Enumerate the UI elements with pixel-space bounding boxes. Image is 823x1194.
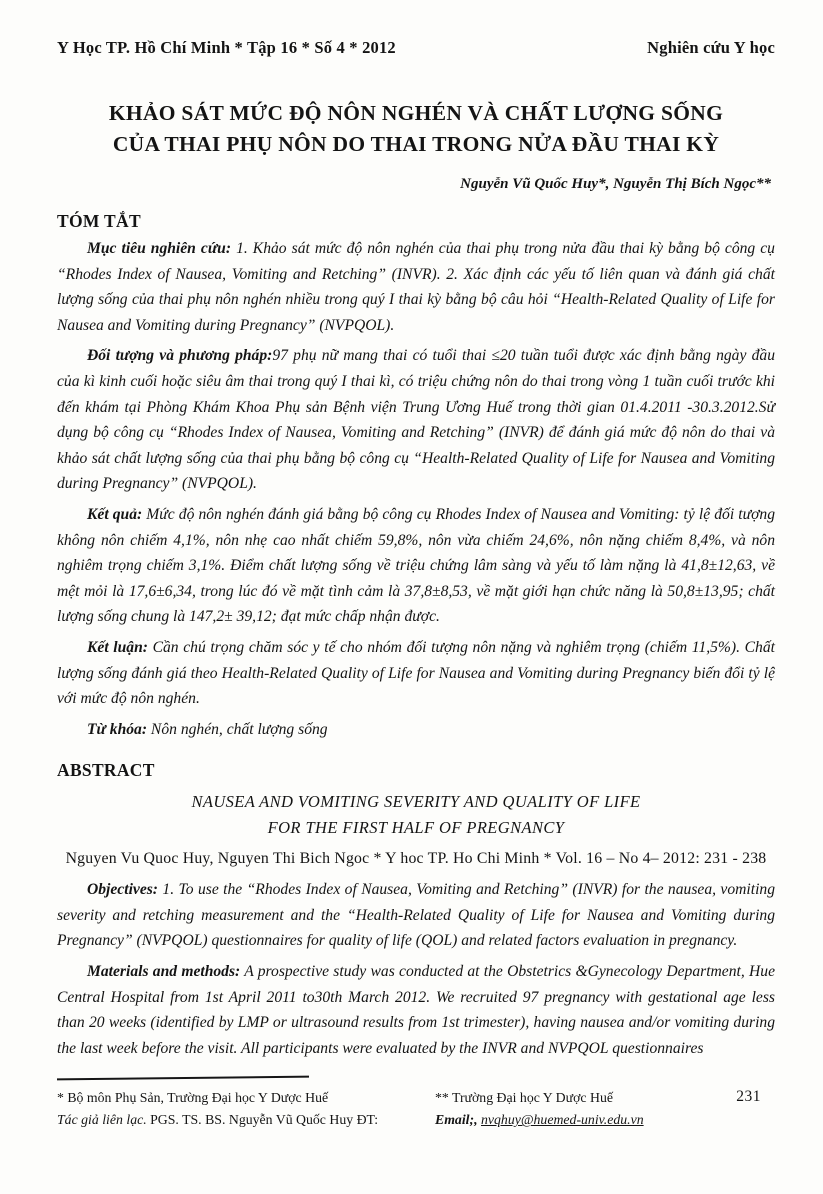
abstract-citation: Nguyen Vu Quoc Huy, Nguyen Thi Bich Ngoc * Y hoc TP. Ho Chi Minh * Vol. 16 – No 4– 2012: 231 - 238 bbox=[65, 850, 767, 868]
journal-citation-header: Y Học TP. Hồ Chí Minh * Tập 16 * Số 4 * 2012 bbox=[57, 38, 396, 57]
abstract-paragraph-objectives bbox=[57, 877, 775, 954]
authors-line: Nguyễn Vũ Quốc Huy*, Nguyễn Thị Bích Ngọc** bbox=[460, 176, 771, 192]
paragraph-lead: Kết quả: bbox=[87, 505, 143, 523]
paragraph-text: Mức độ nôn nghén đánh giá bằng bộ công cụ Rhodes Index of Nausea and Vomiting: tỷ lệ đối tượng không nôn chiếm 4,1%, nôn nhẹ cao nhất chiếm 59,8%, nôn vừa chiếm 24,6%, nôn nặng chiếm 8,4%, và nôn nghiêm trọng chiếm 3,1%. Điểm chất lượng sống về triệu chứng lâm sàng và yếu tố làm nặng là 41,8±12,63, về mệt mỏi là 17,6±6,34, trong lúc đó về mặt tình cảm là 37,8±8,53, về mặt giới hạn chức năng là 50,8±13,95; chất lượng sống chung là 147,2± 39,12; đạt mức chấp nhận được. bbox=[57, 505, 775, 626]
tomtat-paragraph-conclusion bbox=[57, 635, 775, 712]
tomtat-paragraph-methods bbox=[57, 343, 775, 497]
paragraph-lead: Mục tiêu nghiên cứu: bbox=[87, 240, 232, 257]
abstract-title-line2: FOR THE FIRST HALF OF PREGNANCY bbox=[267, 818, 565, 838]
footnote-block bbox=[57, 1077, 775, 1131]
tomtat-paragraph-results bbox=[57, 502, 775, 630]
email-label: Email;, bbox=[435, 1112, 478, 1128]
paragraph-lead: Kết luận: bbox=[87, 638, 148, 656]
paragraph-lead: Đối tượng và phương pháp: bbox=[87, 347, 273, 365]
paragraph-lead: Materials and methods: bbox=[87, 963, 241, 981]
page-number: 231 bbox=[736, 1088, 761, 1105]
footnote-rule bbox=[57, 1076, 309, 1081]
paragraph-text: Cần chú trọng chăm sóc y tế cho nhóm đối tượng nôn nặng và nghiêm trọng (chiếm 11,5%). Chất lượng sống đánh giá theo Health-Related Quality of Life for Nausea and Vomiting during Pregnancy biến đổi tỷ lệ với mức độ nôn nghén. bbox=[57, 638, 775, 708]
corresponding-author-name: PGS. TS. BS. Nguyễn Vũ Quốc Huy ĐT: bbox=[146, 1112, 379, 1128]
keywords-text: Nôn nghén, chất lượng sống bbox=[147, 720, 328, 738]
paragraph-text: 97 phụ nữ mang thai có tuổi thai ≤20 tuần tuổi được xác định bằng ngày đầu của kì kinh cuối hoặc siêu âm thai trong quý I thai kì, có triệu chứng nôn do thai trong vòng 1 tuần cuối trước khi đến khám tại Phòng Khám Khoa Phụ sản Bệnh viện Trung Ương Huế trong thời gian 01.4.2011 -30.3.2012.Sử dụng bộ công cụ “Rhodes Index of Nausea, Vomiting and Retching” (INVR) để đánh giá mức độ nôn do thai và khảo sát chất lượng sống của thai phụ bằng bộ công cụ “Health-Related Quality of Life for Nausea and Vomiting during Pregnancy” (NVPQOL). bbox=[57, 347, 775, 493]
tomtat-heading: TÓM TẮT bbox=[57, 211, 141, 231]
abstract-title bbox=[57, 789, 775, 841]
affiliation-1: * Bộ môn Phụ Sản, Trường Đại học Y Dược Huế bbox=[57, 1090, 329, 1106]
journal-section-header: Nghiên cứu Y học bbox=[647, 38, 775, 57]
abstract-paragraph-methods bbox=[57, 959, 775, 1061]
paragraph-text: A prospective study was conducted at the Obstetrics &Gynecology Department, Hue Central Hospital from 1st April 2011 to30th March 2012. We recruited 97 pregnancy with gestational age less than 20 weeks (identified by LMP or ultrasound results from 1st trimester), having nausea and/or vomiting during the last week before the visit. All participants were evaluated by the INVR and NVPQOL questionnaires bbox=[57, 963, 775, 1057]
paragraph-text: 1. To use the “Rhodes Index of Nausea, Vomiting and Retching” (INVR) for the nausea, vomiting severity and retching measurement and the “Health-Related Quality of Life for Nausea and Vomiting during Pregnancy” (NVPQOL) questionnaires for quality of life (QOL) and related factors evaluation in pregnancy. bbox=[57, 881, 775, 950]
abstract-heading: ABSTRACT bbox=[57, 760, 155, 781]
footnote-left-column bbox=[57, 1087, 435, 1131]
tomtat-paragraph-objectives bbox=[57, 236, 775, 338]
keywords-lead: Từ khóa: bbox=[87, 720, 148, 738]
paragraph-lead: Objectives: bbox=[87, 881, 159, 899]
paper-title bbox=[57, 98, 775, 160]
paper-title-line1: KHẢO SÁT MỨC ĐỘ NÔN NGHÉN VÀ CHẤT LƯỢNG SỐNG bbox=[108, 101, 724, 125]
email-link[interactable]: nvqhuy@huemed-univ.edu.vn bbox=[481, 1112, 644, 1128]
paper-title-line2: CỦA THAI PHỤ NÔN DO THAI TRONG NỬA ĐẦU THAI KỲ bbox=[112, 132, 720, 156]
paragraph-text: 1. Khảo sát mức độ nôn nghén của thai phụ trong nửa đầu thai kỳ bằng bộ công cụ “Rhodes Index of Nausea, Vomiting and Retching” (INVR). 2. Xác định các yếu tố liên quan và đánh giá chất lượng sống của thai phụ nôn nghén nhiều trong quý I thai kỳ bằng bộ câu hỏi “Health-Related Quality of Life for Nausea and Vomiting during Pregnancy” (NVPQOL). bbox=[57, 240, 775, 334]
keywords-line bbox=[57, 717, 775, 743]
footnote-columns bbox=[57, 1087, 775, 1131]
affiliation-2: ** Trường Đại học Y Dược Huế bbox=[435, 1090, 613, 1106]
corresponding-author-line bbox=[57, 1109, 435, 1131]
running-head bbox=[57, 38, 775, 58]
abstract-title-line1: NAUSEA AND VOMITING SEVERITY AND QUALITY OF LIFE bbox=[191, 792, 641, 812]
corresponding-author-label: Tác giả liên lạc. bbox=[57, 1112, 147, 1128]
email-line bbox=[435, 1109, 775, 1131]
footnote-right-column bbox=[435, 1087, 775, 1131]
